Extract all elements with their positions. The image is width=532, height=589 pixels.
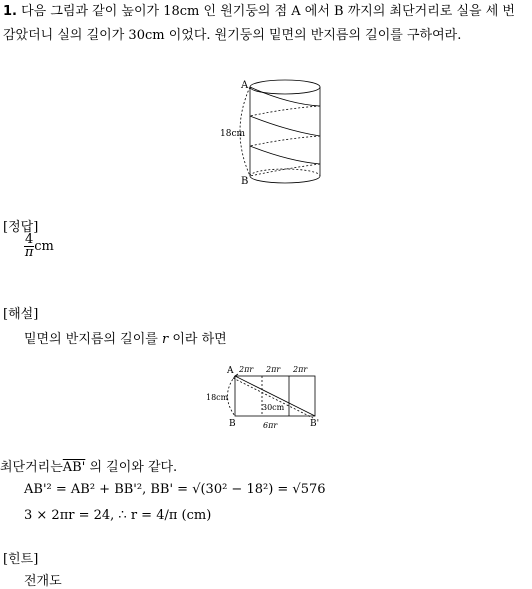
solution-line1-seg: AB' <box>62 460 86 475</box>
unrolled-figure <box>200 360 330 432</box>
fig2-hyp-label: 30cm <box>262 403 285 412</box>
height-label: 18cm <box>220 129 246 139</box>
problem-text-block <box>3 0 529 48</box>
solution-line1-prefix: 최단거리는 <box>0 460 63 475</box>
solution-eq2: 3 × 2πr = 24, ∴ r = 4/π (cm) <box>24 508 212 523</box>
problem-text: 다음 그림과 같이 높이가 18cm 인 원기둥의 점 A 에서 B 까지의 최단거리로 실을 세 번 감았더니 실의 길이가 30cm 이었다. 원기둥의 밑면의 반지름의 길이를 구하여라. <box>3 4 515 43</box>
solution-intro <box>24 328 227 347</box>
hint-text: 전개도 <box>24 574 62 589</box>
answer-unit: cm <box>34 239 54 254</box>
cylinder-figure <box>208 76 333 188</box>
answer-header: [정답] <box>3 220 39 235</box>
thread-back-1 <box>250 106 320 116</box>
solution-line1 <box>0 456 177 475</box>
fig2-bp-label: B' <box>310 419 320 429</box>
thread-back-3 <box>250 164 320 176</box>
answer-fraction <box>24 234 34 259</box>
fig2-b-label: B <box>229 419 236 429</box>
problem-number: 1. <box>3 4 17 19</box>
point-a-label: A <box>241 80 249 91</box>
fig2-height-label: 18cm <box>206 393 229 402</box>
hint-header: [힌트] <box>3 552 39 567</box>
answer-value <box>24 234 54 259</box>
point-b-label: B <box>241 176 249 187</box>
solution-line1-suffix: 의 길이와 같다. <box>85 460 178 475</box>
solution-eq1: AB'² = AB² + BB'², BB' = √(30² − 18²) = √576 <box>24 482 326 497</box>
fig2-seg-label-1: 2πr <box>239 365 254 374</box>
solution-intro-var: r <box>161 332 169 347</box>
solution-intro-prefix: 밑면의 반지름의 길이를 <box>24 332 162 347</box>
answer-numerator: 4 <box>25 232 34 247</box>
solution-header: [해설] <box>3 307 39 322</box>
thread-front-2 <box>250 116 320 136</box>
bottom-ellipse-front <box>250 176 320 183</box>
top-ellipse <box>250 80 320 94</box>
solution-intro-suffix: 이라 하면 <box>168 332 227 347</box>
fig2-seg-label-3: 2πr <box>293 365 308 374</box>
answer-denominator: π <box>24 245 34 260</box>
thread-front-1 <box>250 87 320 106</box>
bottom-ellipse-back <box>250 169 320 176</box>
thread-front-3 <box>250 146 320 164</box>
thread-back-2 <box>250 136 320 146</box>
fig2-bottom-label: 6πr <box>263 421 278 430</box>
fig2-seg-label-2: 2πr <box>266 365 281 374</box>
fig2-a-label: A <box>227 366 234 376</box>
